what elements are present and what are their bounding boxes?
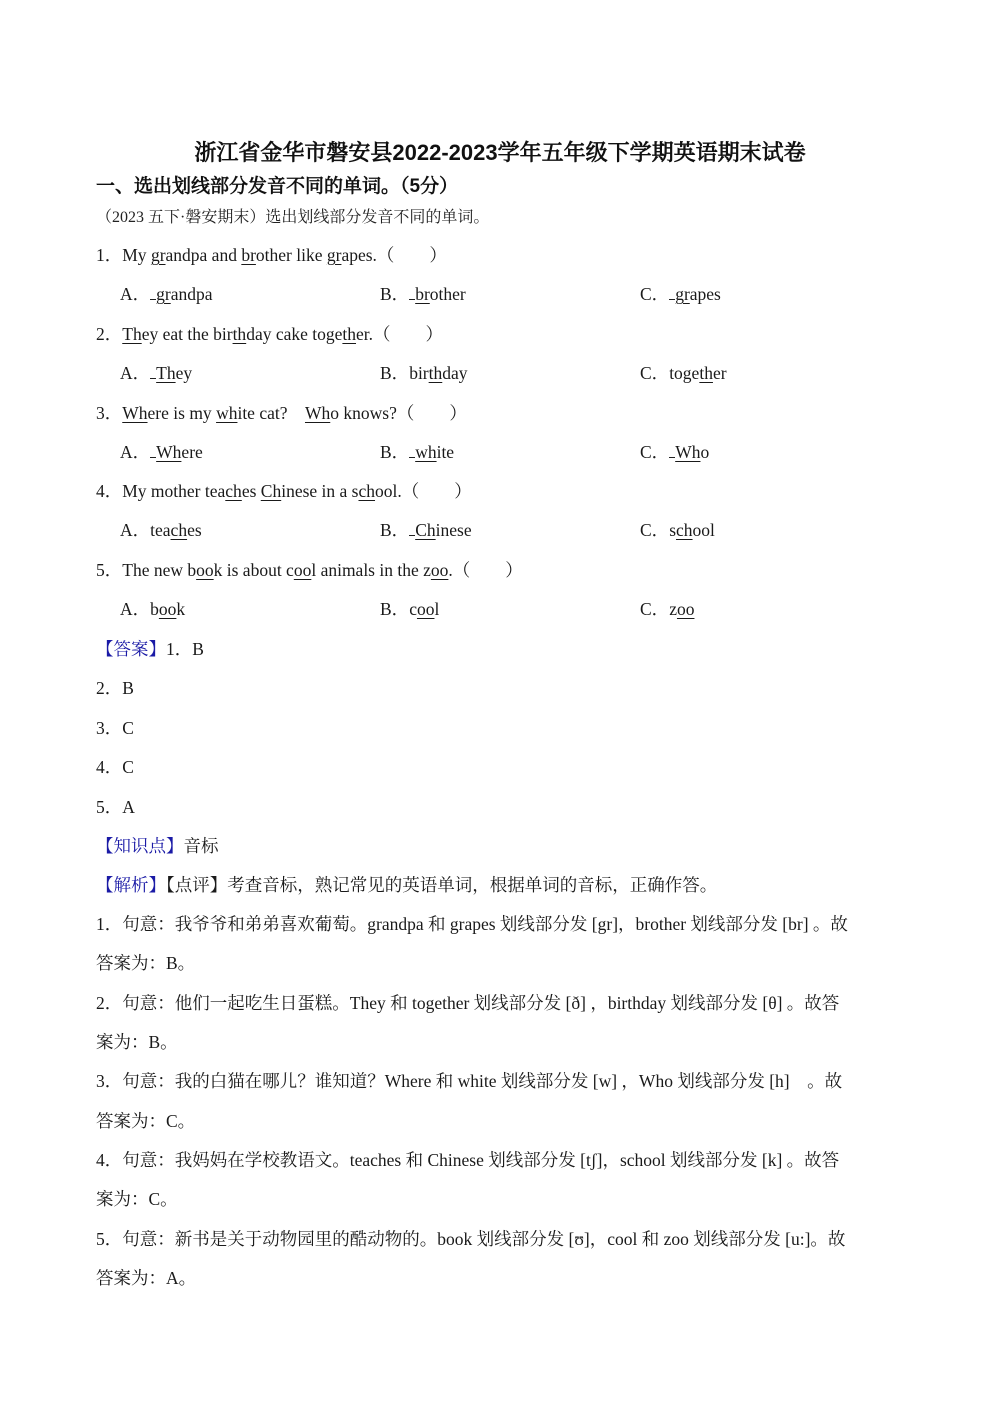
analysis-text-line: 1．句意：我爷爷和弟弟喜欢葡萄。grandpa 和 grapes 划线部分发 [gr]，brother 划线部分发 [br] 。故 (96, 914, 848, 934)
text-segment: andpa (170, 284, 213, 304)
option-letter: B． (380, 520, 410, 540)
analysis-text-line: 案为：B。 (96, 1032, 178, 1052)
underlined-letters: Wh (156, 442, 182, 462)
text-segment: bir (409, 363, 429, 383)
text-segment: inese in a s (281, 481, 359, 501)
text-segment: toge (669, 363, 700, 383)
text-segment: ite cat? (237, 403, 305, 423)
analysis-line (96, 872, 717, 897)
analysis-text-line: 4．句意：我妈妈在学校教语文。teaches 和 Chinese 划线部分发 [tʃ]，school 划线部分发 [k] 。故答 (96, 1150, 840, 1170)
underlined-letters: br (415, 284, 430, 304)
text-segment: es (241, 481, 261, 501)
analysis-label: 【解析】 (96, 875, 166, 895)
text-segment: l (434, 599, 440, 619)
text-segment: ite (436, 442, 455, 462)
knowledge-text: 音标 (183, 836, 219, 856)
option-c[interactable] (640, 281, 721, 306)
option-b[interactable] (380, 517, 472, 542)
underlined-letters: th (342, 324, 357, 344)
underlined-letters: ch (358, 481, 376, 501)
text-segment: tea (150, 520, 171, 540)
text-segment: andpa and (165, 245, 242, 265)
text-segment: ey eat the bir (141, 324, 233, 344)
underlined-letters: oo (416, 599, 435, 619)
underlined-letters: Wh (675, 442, 701, 462)
text-segment: ere is my (147, 403, 217, 423)
underlined-letters: oo (196, 560, 214, 580)
text-segment: My (122, 245, 151, 265)
underlined-letters: wh (216, 403, 238, 423)
underlined-letters: gr (150, 245, 166, 265)
underlined-letters: gr (326, 245, 342, 265)
option-a[interactable] (120, 517, 202, 542)
underlined-letters: Ch (260, 481, 282, 501)
text-segment: ey (175, 363, 193, 383)
question-5 (96, 557, 523, 582)
answer-5: 5．A (96, 797, 135, 817)
text-segment: es (187, 520, 202, 540)
underlined-letters: gr (156, 284, 171, 304)
text-segment: l animals in the z (311, 560, 431, 580)
text-segment: s (669, 520, 676, 540)
text-segment: k (176, 599, 186, 619)
option-a[interactable] (120, 281, 213, 306)
option-letter: B． (380, 599, 410, 619)
underlined-letters: ch (676, 520, 693, 540)
text-segment: ere (181, 442, 203, 462)
underlined-letters: oo (293, 560, 312, 580)
underlined-letters: oo (430, 560, 449, 580)
text-segment: other (429, 284, 466, 304)
text-segment: ool (692, 520, 715, 540)
option-b[interactable] (380, 596, 439, 621)
text-segment: er (712, 363, 727, 383)
question-number: 1． (96, 245, 123, 265)
question-3 (96, 400, 467, 425)
document-title: 浙江省金华市磐安县2022-2023学年五年级下学期英语期末试卷 (194, 140, 806, 165)
underlined-letters: oo (158, 599, 177, 619)
option-b[interactable] (380, 360, 468, 385)
option-letter: B． (380, 284, 410, 304)
underlined-letters: oo (676, 599, 695, 619)
underlined-letters: Th (156, 363, 176, 383)
underlined-letters: th (699, 363, 713, 383)
text-segment: other like (255, 245, 327, 265)
answer-label: 【答案】 (96, 639, 166, 659)
question-number: 3． (96, 403, 123, 423)
answer-1: 1．B (166, 639, 204, 659)
text-segment: day cake toge (246, 324, 343, 344)
section-heading: 一、选出划线部分发音不同的单词。（5分） (96, 176, 459, 197)
option-a[interactable] (120, 439, 203, 464)
option-a[interactable] (120, 596, 185, 621)
underlined-letters: Wh (304, 403, 331, 423)
option-letter: C． (640, 442, 670, 462)
knowledge-line (96, 833, 219, 858)
underlined-letters: ch (225, 481, 242, 501)
option-letter: B． (380, 363, 410, 383)
underlined-letters: th (232, 324, 247, 344)
option-letter: A． (120, 363, 151, 383)
option-c[interactable] (640, 596, 694, 621)
text-segment: inese (435, 520, 472, 540)
text-segment: c (409, 599, 417, 619)
text-segment: z (669, 599, 677, 619)
text-segment: o knows?（ ） (330, 403, 467, 423)
text-segment: o (700, 442, 710, 462)
underlined-letters: Ch (415, 520, 436, 540)
analysis-text-line: 案为：C。 (96, 1189, 178, 1209)
text-segment: .（ ） (448, 560, 523, 580)
option-c[interactable] (640, 439, 709, 464)
analysis-text-line: 3．句意：我的白猫在哪儿？谁知道？Where 和 white 划线部分发 [w] ，Who 划线部分发 [h] 。故 (96, 1071, 843, 1091)
question-number: 5． (96, 560, 123, 580)
question-4 (96, 478, 472, 503)
option-letter: C． (640, 284, 670, 304)
option-c[interactable] (640, 517, 715, 542)
option-letter: A． (120, 284, 151, 304)
underlined-letters: wh (415, 442, 437, 462)
option-b[interactable] (380, 439, 454, 464)
answer-line (96, 636, 204, 661)
option-letter: A． (120, 520, 151, 540)
analysis-text-line: 2．句意：他们一起吃生日蛋糕。They 和 together 划线部分发 [ð] ，birthday 划线部分发 [θ] 。故答 (96, 993, 840, 1013)
underlined-letters: gr (675, 284, 690, 304)
analysis-text-line: 答案为：B。 (96, 953, 196, 973)
text-segment: apes.（ ） (341, 245, 447, 265)
underlined-letters: br (241, 245, 256, 265)
option-letter: C． (640, 520, 670, 540)
option-letter: B． (380, 442, 410, 462)
analysis-intro: 【点评】考查音标，熟记常见的英语单词，根据单词的音标，正确作答。 (166, 875, 718, 895)
answer-4: 4．C (96, 757, 134, 777)
analysis-text-line: 答案为：A。 (96, 1268, 197, 1288)
underlined-letters: ch (170, 520, 188, 540)
option-a[interactable] (120, 360, 192, 385)
question-number: 4． (96, 481, 123, 501)
option-letter: C． (640, 599, 670, 619)
text-segment: b (150, 599, 159, 619)
text-segment: day (442, 363, 468, 383)
question-number: 2． (96, 324, 123, 344)
underlined-letters: th (428, 363, 443, 383)
option-letter: C． (640, 363, 670, 383)
question-intro: （2023 五下·磐安期末）选出划线部分发音不同的单词。 (96, 209, 490, 226)
answer-3: 3．C (96, 718, 134, 738)
underlined-letters: Th (122, 324, 142, 344)
text-segment: er.（ ） (356, 324, 444, 344)
text-segment: My mother tea (122, 481, 226, 501)
text-segment: apes (689, 284, 721, 304)
underlined-letters: Wh (122, 403, 148, 423)
option-letter: A． (120, 599, 151, 619)
option-letter: A． (120, 442, 151, 462)
answer-2: 2．B (96, 678, 134, 698)
question-1 (96, 242, 447, 267)
option-c[interactable] (640, 360, 727, 385)
text-segment: The new b (122, 560, 197, 580)
question-2 (96, 321, 443, 346)
knowledge-label: 【知识点】 (96, 836, 184, 856)
text-segment: ool.（ ） (375, 481, 472, 501)
analysis-text-line: 答案为：C。 (96, 1111, 196, 1131)
analysis-text-line: 5．句意：新书是关于动物园里的酷动物的。book 划线部分发 [ʊ]，cool 和 zoo 划线部分发 [u:]。故 (96, 1229, 846, 1249)
option-b[interactable] (380, 281, 466, 306)
text-segment: k is about c (213, 560, 294, 580)
